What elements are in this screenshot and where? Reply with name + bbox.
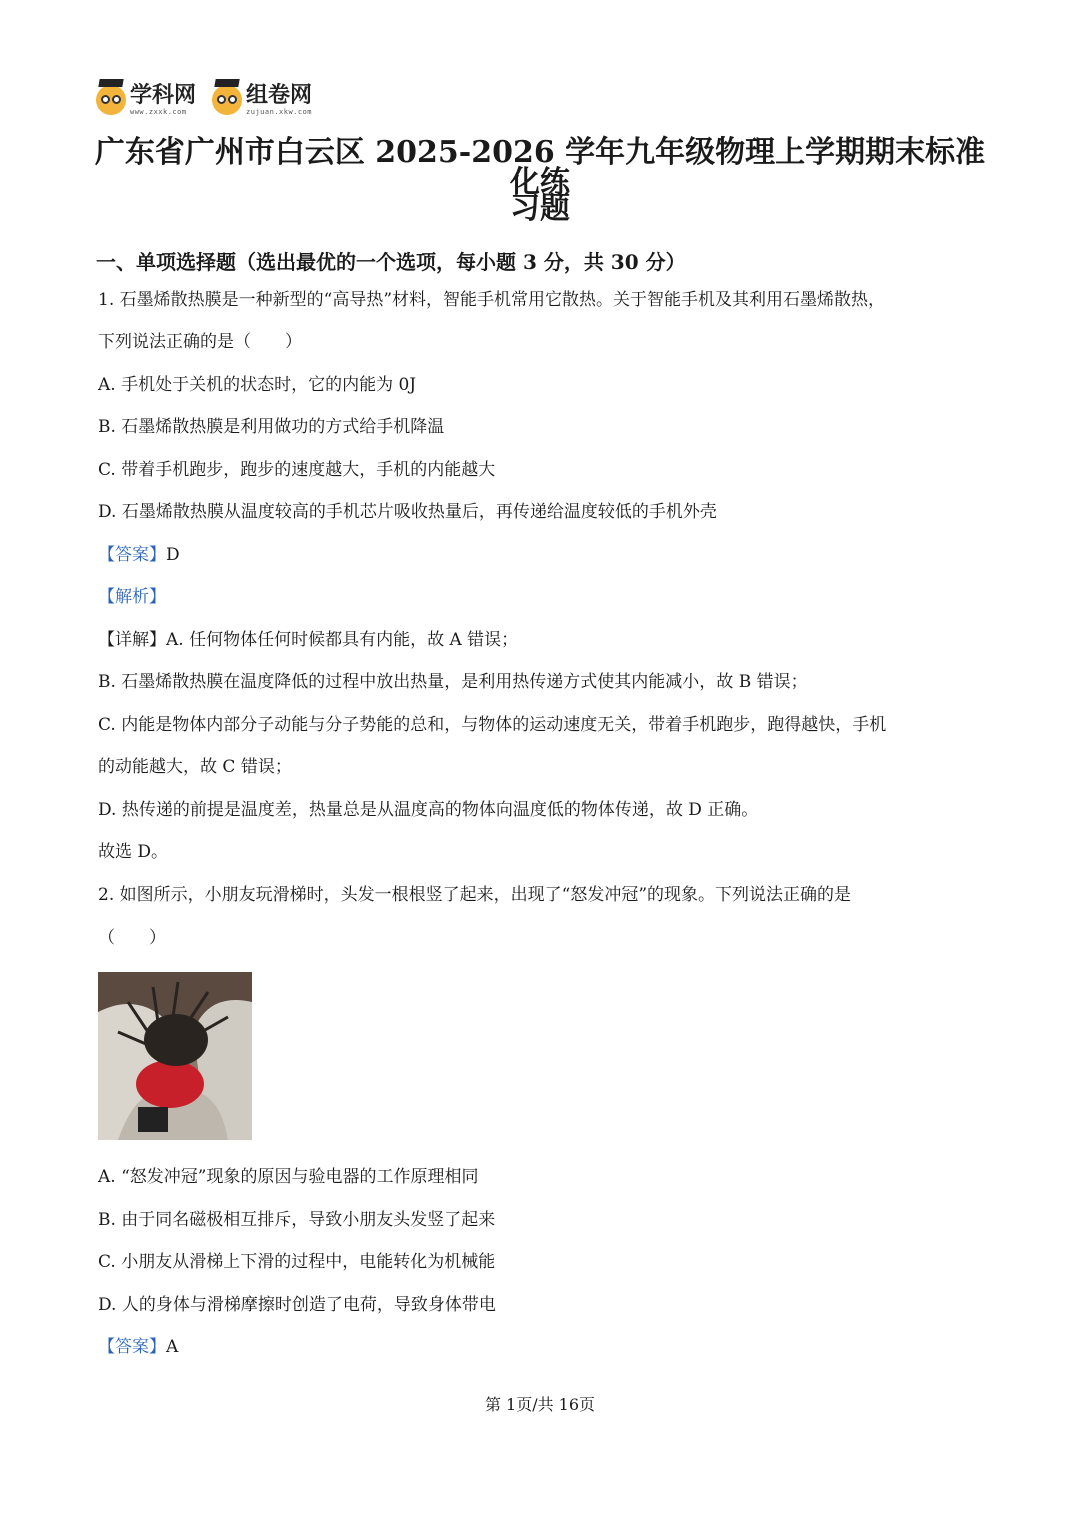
q1-conclusion: 故选 D。: [98, 842, 169, 862]
q2-stem-line1: 2. 如图所示，小朋友玩滑梯时，头发一根根竖了起来，出现了“怒发冲冠”的现象。下列说法正确的是: [98, 885, 852, 905]
q1-detail-d: D. 热传递的前提是温度差，热量总是从温度高的物体向温度低的物体传递，故 D 正确。: [98, 800, 759, 820]
child-on-slide-photo: [98, 972, 252, 1140]
owl-icon: [212, 85, 242, 115]
page-title-line2: 习题: [510, 191, 570, 226]
q2-option-b: B. 由于同名磁极相互排斥，导致小朋友头发竖了起来: [98, 1210, 496, 1230]
logo-xueke-url: www.zxxk.com: [130, 107, 187, 116]
q2-answer: [98, 1339, 178, 1356]
q1-stem-line1: 1. 石墨烯散热膜是一种新型的“高导热”材料，智能手机常用它散热。关于智能手机及其利用石墨烯散热，: [98, 290, 886, 310]
q1-answer: [98, 547, 180, 564]
header-logos: [96, 80, 312, 120]
q1-stem-line2: 下列说法正确的是（ ）: [98, 332, 302, 352]
logo-zujuan-url: zujuan.xkw.com: [246, 107, 313, 116]
answer-value: D: [166, 545, 180, 565]
logo-zujuan-text: 组卷网: [246, 82, 313, 108]
analysis-tag: 【解析】: [98, 587, 166, 607]
page-title-line1: 广东省广州市白云区 2025-2026 学年九年级物理上学期期末标准化练: [94, 135, 986, 200]
section-heading: 一、单项选择题（选出最优的一个选项，每小题 3 分，共 30 分）: [96, 250, 686, 274]
q2-option-d: D. 人的身体与滑梯摩擦时创造了电荷，导致身体带电: [98, 1295, 496, 1315]
q2-option-a: A. “怒发冲冠”现象的原因与验电器的工作原理相同: [98, 1167, 479, 1187]
detail-tag: 【详解】: [98, 630, 166, 650]
answer-value: A: [166, 1337, 179, 1357]
logo-zujuan: [212, 82, 313, 116]
q1-option-b: B. 石墨烯散热膜是利用做功的方式给手机降温: [98, 417, 445, 437]
page-footer: 第 1页/共 16页: [484, 1395, 596, 1414]
q1-detail-b: B. 石墨烯散热膜在温度降低的过程中放出热量，是利用热传递方式使其内能减小，故 B 错误；: [98, 672, 808, 692]
detail-a-text: A. 任何物体任何时候都具有内能，故 A 错误；: [166, 630, 519, 650]
owl-icon: [96, 85, 126, 115]
logo-xueke-text: 学科网: [130, 82, 197, 108]
q1-option-a: A. 手机处于关机的状态时，它的内能为 0J: [98, 375, 417, 395]
q1-analysis: [98, 589, 166, 606]
q2-option-c: C. 小朋友从滑梯上下滑的过程中，电能转化为机械能: [98, 1252, 496, 1272]
answer-tag: 【答案】: [98, 545, 166, 565]
answer-tag: 【答案】: [98, 1337, 166, 1357]
q1-option-d: D. 石墨烯散热膜从温度较高的手机芯片吸收热量后，再传递给温度较低的手机外壳: [98, 502, 717, 522]
q1-option-c: C. 带着手机跑步，跑步的速度越大，手机的内能越大: [98, 460, 496, 480]
q1-detail-c2: 的动能越大，故 C 错误；: [98, 757, 292, 777]
q1-detail-a: [98, 632, 518, 649]
logo-xueke: [96, 82, 197, 116]
q1-detail-c1: C. 内能是物体内部分子动能与分子势能的总和，与物体的运动速度无关，带着手机跑步，跑得越快，手机: [98, 715, 887, 735]
q2-stem-line2: （ ）: [98, 928, 166, 948]
